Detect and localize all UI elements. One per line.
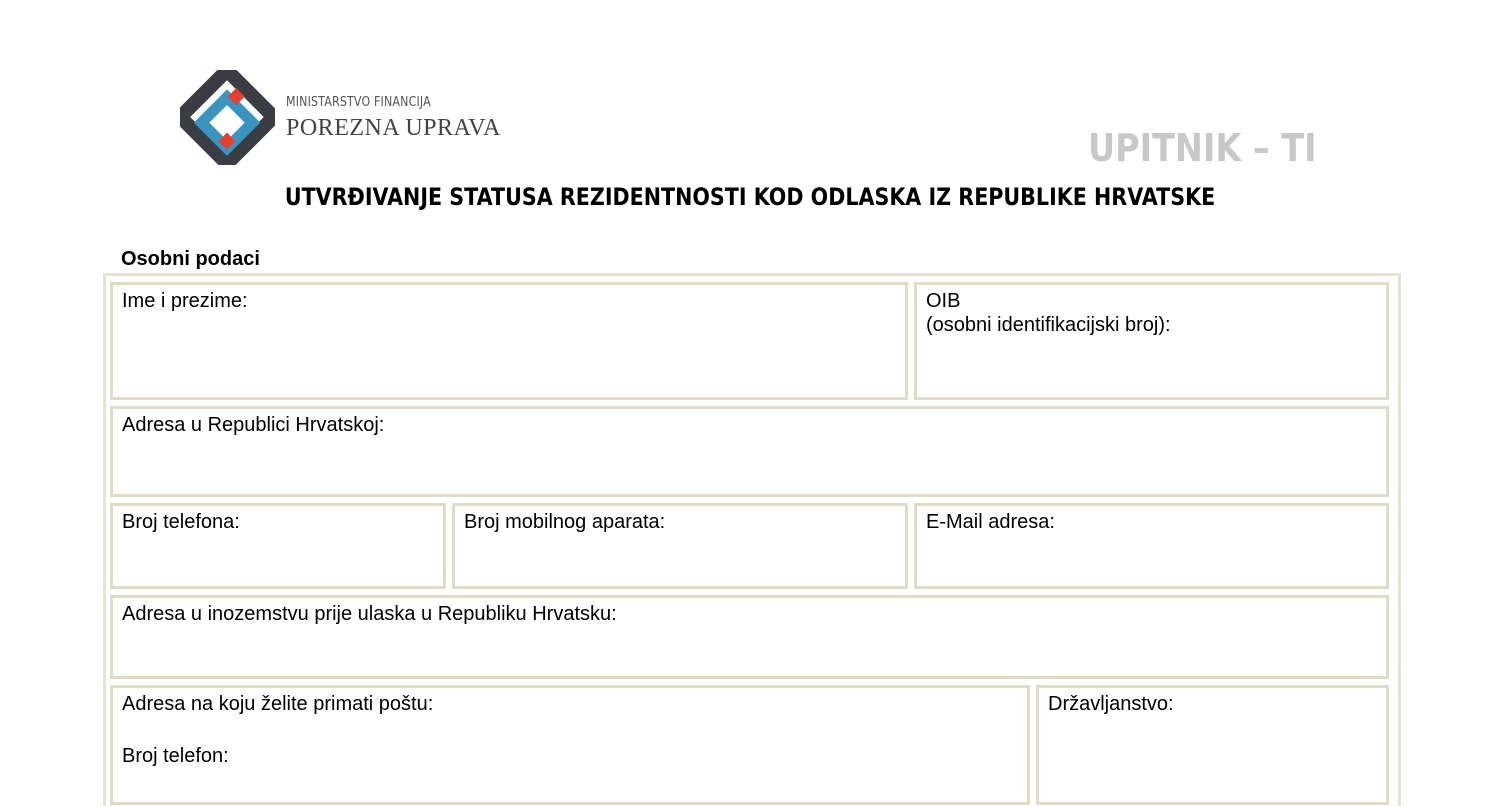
citizenship-label: Državljanstvo:	[1048, 693, 1174, 715]
logo	[180, 70, 275, 165]
address-abroad-field[interactable]	[110, 595, 1389, 679]
mail-address-label: Adresa na koju želite primati poštu:	[122, 693, 434, 715]
logo-icon	[180, 70, 275, 165]
oib-label-main: OIB	[926, 290, 961, 312]
oib-field[interactable]	[914, 282, 1389, 400]
form-code: UPITNIK – TI	[1088, 126, 1317, 170]
mail-address-field[interactable]	[110, 685, 1030, 805]
address-hr-field[interactable]	[110, 406, 1389, 497]
address-hr-label: Adresa u Republici Hrvatskoj:	[122, 414, 385, 436]
email-field[interactable]	[914, 503, 1389, 589]
oib-label	[926, 289, 1171, 337]
citizenship-field[interactable]	[1036, 685, 1389, 805]
address-abroad-label: Adresa u inozemstvu prije ulaska u Republiku Hrvatsku:	[122, 603, 617, 625]
page-title: UTVRĐIVANJE STATUSA REZIDENTNOSTI KOD ODLASKA IZ REPUBLIKE HRVATSKE	[284, 183, 1216, 211]
mobile-label: Broj mobilnog aparata:	[464, 511, 666, 533]
phone-field[interactable]	[110, 503, 446, 589]
mobile-field[interactable]	[452, 503, 908, 589]
logo-agency-text: POREZNA UPRAVA	[286, 115, 501, 141]
mail-phone-label: Broj telefon:	[122, 745, 229, 767]
section-heading: Osobni podaci	[121, 248, 260, 270]
logo-ministry-text: MINISTARSTVO FINANCIJA	[286, 95, 431, 110]
name-field[interactable]	[110, 282, 908, 400]
oib-label-sub: (osobni identifikacijski broj):	[926, 314, 1171, 336]
name-label: Ime i prezime:	[122, 290, 248, 312]
email-label: E-Mail adresa:	[926, 511, 1055, 533]
phone-label: Broj telefona:	[122, 511, 240, 533]
